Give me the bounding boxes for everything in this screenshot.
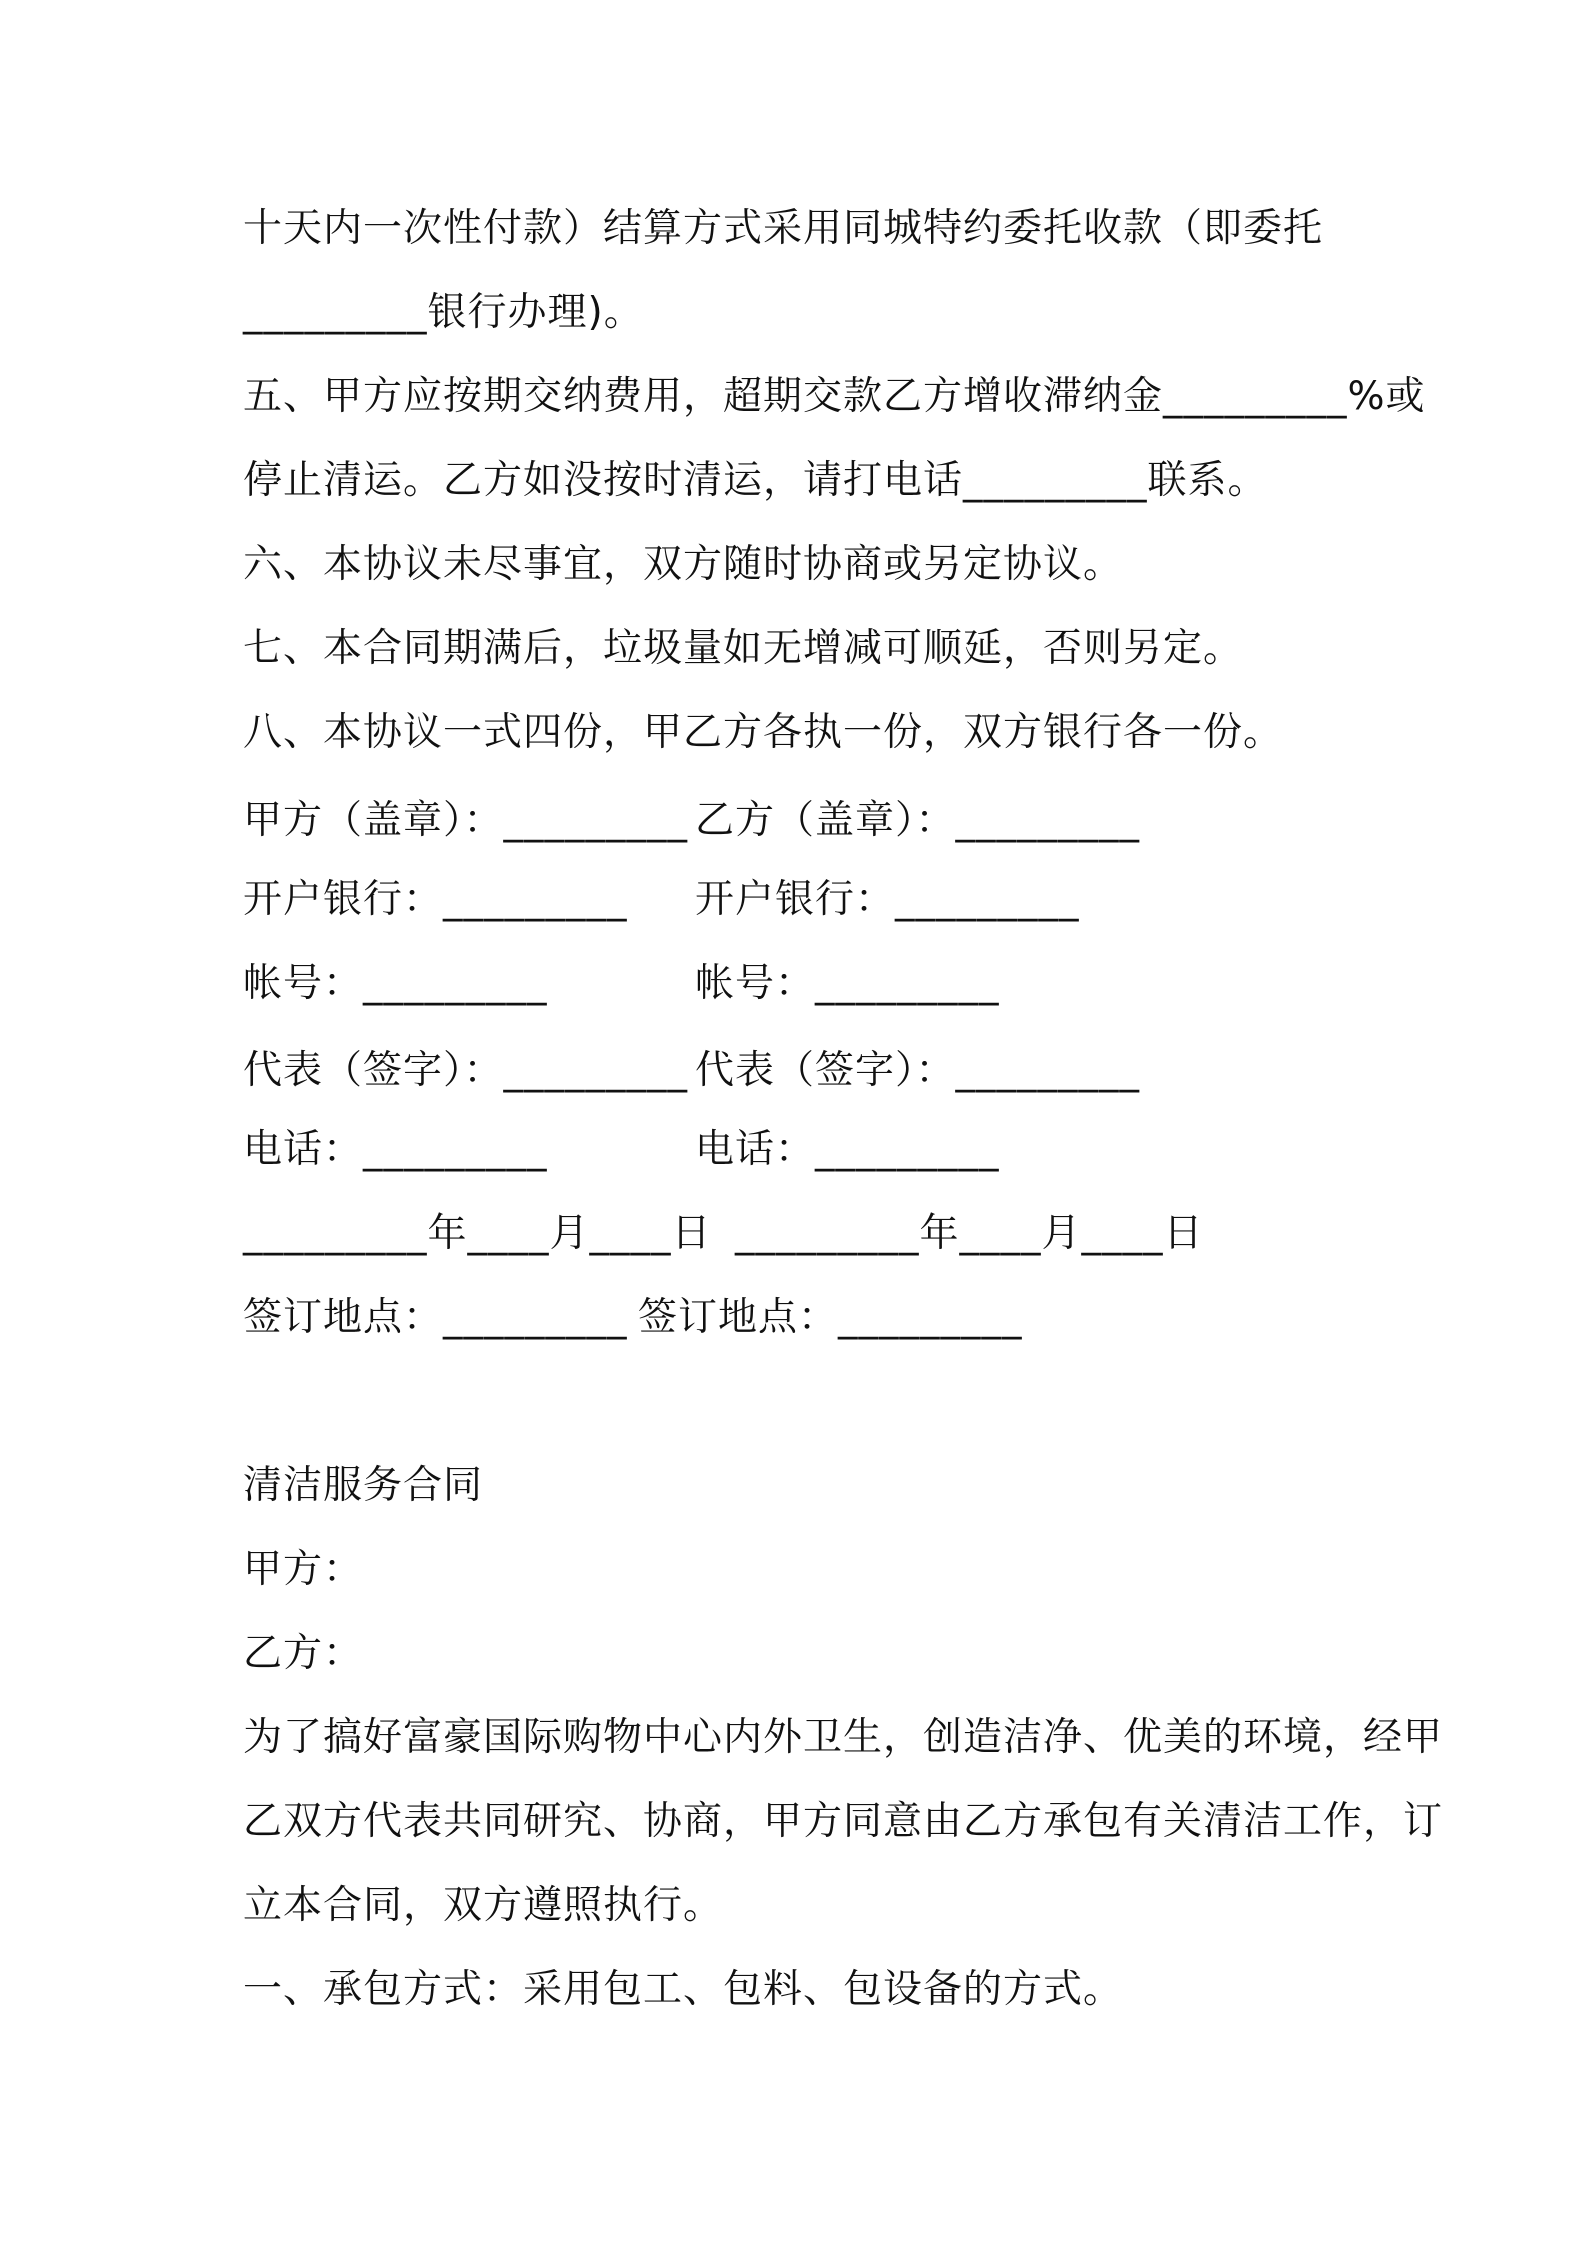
contract-title: 清洁服务合同 — [243, 1463, 484, 1508]
preamble-line-1: 为了搞好富豪国际购物中心内外卫生，创造洁净、优美的环境，经甲 — [243, 1715, 1444, 1760]
preamble-line-2: 乙双方代表共同研究、协商，甲方同意由乙方承包有关清洁工作，订 — [243, 1799, 1444, 1844]
party-b-phone-field: 电话：_________ — [695, 1127, 1000, 1172]
party-a-representative-field: 代表（签字）：_________ — [243, 1048, 689, 1093]
party-b-representative-field: 代表（签字）：_________ — [695, 1048, 1141, 1093]
party-a-account-field: 帐号：_________ — [243, 961, 548, 1006]
clause-payment-line-2: _________银行办理)。 — [243, 290, 644, 335]
preamble-line-3: 立本合同，双方遵照执行。 — [243, 1883, 724, 1928]
party-a-date-field: _________年____月____日 — [243, 1211, 712, 1256]
party-b-account-field: 帐号：_________ — [695, 961, 1000, 1006]
clause-7: 七、本合同期满后，垃圾量如无增减可顺延，否则另定。 — [243, 626, 1244, 671]
clause-1-contract-method: 一、承包方式：采用包工、包料、包设备的方式。 — [243, 1967, 1124, 2012]
party-b-seal-field: 乙方（盖章）：_________ — [695, 798, 1141, 843]
party-a-seal-field: 甲方（盖章）：_________ — [243, 798, 689, 843]
party-a-phone-field: 电话：_________ — [243, 1127, 548, 1172]
party-b-label: 乙方： — [243, 1631, 364, 1676]
clause-payment-line-1: 十天内一次性付款）结算方式采用同城特约委托收款（即委托 — [243, 206, 1324, 251]
clause-5-line-2: 停止清运。乙方如没按时清运，请打电话_________联系。 — [243, 458, 1268, 503]
party-a-signing-place-field: 签订地点：_________ — [243, 1295, 628, 1340]
party-a-label: 甲方： — [243, 1547, 364, 1592]
clause-6: 六、本协议未尽事宜，双方随时协商或另定协议。 — [243, 542, 1124, 587]
clause-5-line-1: 五、甲方应按期交纳费用，超期交款乙方增收滞纳金_________%或 — [243, 374, 1426, 419]
party-b-signing-place-field: 签订地点：_________ — [638, 1295, 1023, 1340]
party-b-date-field: _________年____月____日 — [735, 1211, 1204, 1256]
clause-8: 八、本协议一式四份，甲乙方各执一份，双方银行各一份。 — [243, 710, 1284, 755]
party-b-bank-field: 开户银行：_________ — [695, 877, 1080, 922]
party-a-bank-field: 开户银行：_________ — [243, 877, 628, 922]
